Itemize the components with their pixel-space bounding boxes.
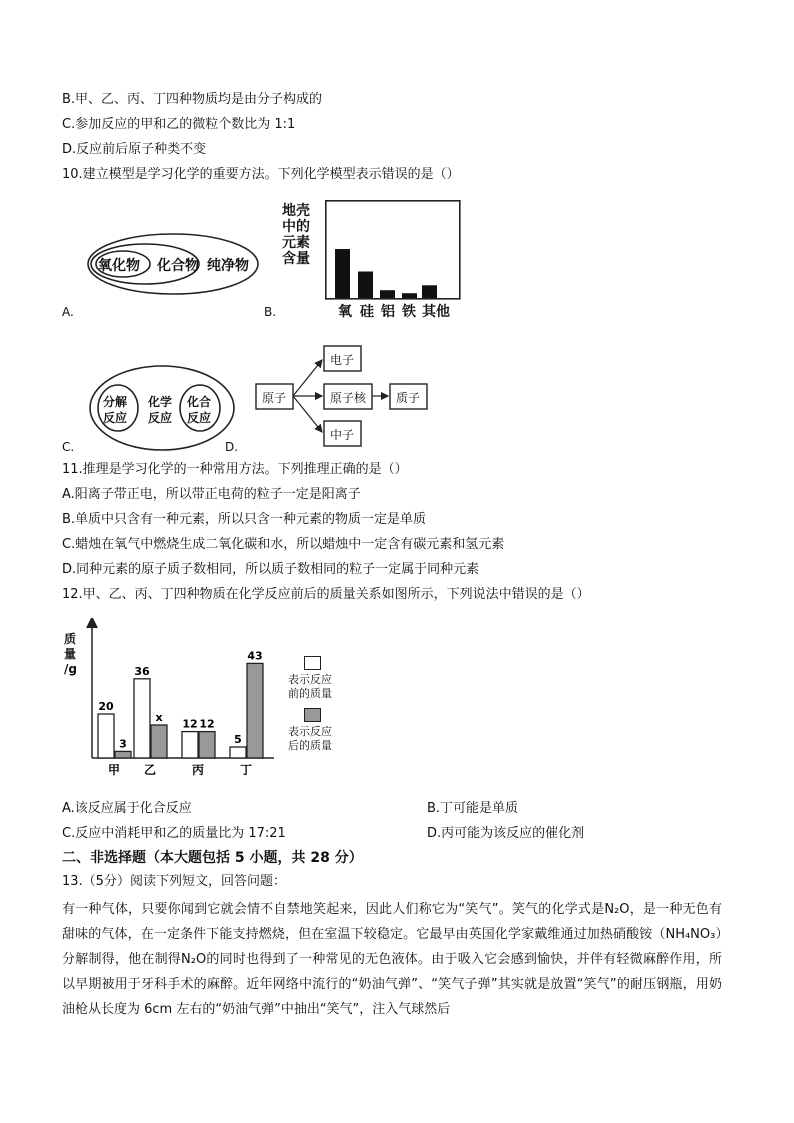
decomposition-label: 分解 反应 — [103, 395, 128, 425]
q11-option-a: A.阳离子带正电，所以带正电荷的粒子一定是阳离子 — [62, 487, 361, 502]
q12-option-a: A.该反应属于化合反应 — [62, 801, 192, 816]
q12-stem: 12.甲、乙、丙、丁四种物质在化学反应前后的质量关系如图所示，下列说法中错误的是（） — [62, 587, 590, 602]
crust-category-label: 其他 — [422, 304, 450, 320]
arrow-atom-electron — [293, 360, 322, 396]
nh4no3-formula: NH₄NO₃ — [665, 927, 716, 942]
bar-after-3 — [247, 663, 263, 758]
bar-after-1 — [151, 725, 167, 758]
q9-option-c: C.参加反应的甲和乙的微粒个数比为 1:1 — [62, 117, 296, 132]
q9-option-b: B.甲、乙、丙、丁四种物质均是由分子构成的 — [62, 92, 323, 107]
bar-before-0 — [98, 714, 114, 758]
q12-option-c: C.反应中消耗甲和乙的质量比为 17:21 — [62, 826, 286, 841]
label-after-1: x — [155, 711, 163, 724]
legend-before-text: 表示反应 前的质量 — [288, 673, 332, 700]
n2o-formula-2: N₂O — [181, 952, 207, 967]
pure-substance-label: 纯净物 — [207, 258, 249, 274]
section-title: 二、非选择题（本大题包括 5 小题，共 28 分） — [62, 850, 363, 866]
electron-label: 电子 — [330, 353, 355, 367]
bar-after-2 — [199, 732, 215, 758]
mass-category-label: 丙 — [191, 763, 205, 777]
q10-a-label: A. — [62, 305, 74, 319]
bar-before-3 — [230, 747, 246, 758]
arrow-atom-neutron — [293, 396, 322, 432]
combination-label: 化合 反应 — [187, 395, 212, 425]
label-before-0: 20 — [98, 700, 114, 713]
crust-chart-ylabel: 地壳 中的 元素 含量 — [282, 203, 310, 267]
bar-after-0 — [115, 751, 131, 758]
q12-option-b: B.丁可能是单质 — [427, 801, 519, 816]
crust-bar-3 — [402, 293, 417, 298]
compound-label: 化合物 — [157, 258, 199, 274]
label-before-2: 12 — [182, 717, 198, 731]
crust-bar-4 — [422, 285, 437, 298]
crust-category-label: 铁 — [402, 304, 416, 320]
label-after-3: 43 — [247, 649, 263, 663]
q9-option-d: D.反应前后原子种类不变 — [62, 142, 207, 157]
q13-passage: 有一种气体，只要你闻到它就会情不自禁地笑起来，因此人们称它为“笑气”。笑气的化学式是N₂O，是一种无色有甜味的气体，在一定条件下能支持燃烧，但在室温下较稳定。它最早由英国化学家戴维通过加热硝酸铵（NH₄NO₃）分解制得，他在制得N₂O的同时也得到了一种常见的无色液体。由于吸入它会感到愉快，并伴有轻微麻醉作用，所以早期被用于牙科手术的麻醉。近年网络中流行的“奶油气弹”、“笑气子弹”其实就是放置“笑气”的耐压钢瓶，用奶油枪从长度为 6cm 左右的“奶油气弹”中抽出“笑气”，注入气球然后 — [62, 902, 722, 1017]
q10-c-label: C. — [62, 440, 75, 454]
label-after-2: 12 — [199, 717, 215, 731]
q10-d-label: D. — [225, 440, 239, 454]
q11-stem: 11.推理是学习化学的一种常用方法。下列推理正确的是（） — [62, 462, 408, 477]
label-after-0: 3 — [119, 737, 127, 751]
crust-bar-0 — [335, 249, 350, 298]
crust-category-label: 硅 — [360, 304, 374, 320]
mass-chart-ylabel: 质 量 /g — [64, 632, 77, 676]
oxide-label: 氧化物 — [98, 258, 140, 274]
neutron-label: 中子 — [330, 428, 355, 442]
legend-before-swatch — [304, 656, 321, 670]
q11-option-d: D.同种元素的原子质子数相同，所以质子数相同的粒子一定属于同种元素 — [62, 562, 480, 577]
bar-before-2 — [182, 732, 198, 758]
mass-category-label: 乙 — [143, 763, 157, 777]
mass-bar-chart — [84, 618, 284, 780]
atom-label: 原子 — [262, 391, 287, 405]
legend-after-swatch — [304, 708, 321, 722]
crust-category-label: 氧 — [338, 304, 352, 320]
q13-stem: 13.（5分）阅读下列短文，回答问题： — [62, 874, 286, 889]
q11-option-b: B.单质中只含有一种元素，所以只含一种元素的物质一定是单质 — [62, 512, 427, 527]
crust-bar-1 — [358, 271, 373, 298]
mass-category-label: 甲 — [107, 763, 121, 777]
n2o-formula: N₂O — [604, 902, 630, 917]
bar-before-1 — [134, 679, 150, 758]
mass-category-label: 丁 — [239, 763, 253, 777]
label-before-1: 36 — [134, 664, 150, 678]
label-before-3: 5 — [234, 733, 242, 746]
crust-element-chart — [325, 200, 465, 302]
q10-stem: 10.建立模型是学习化学的重要方法。下列化学模型表示错误的是（） — [62, 167, 460, 182]
proton-label: 质子 — [396, 391, 421, 405]
crust-bar-2 — [380, 290, 395, 298]
q10-b-label: B. — [264, 305, 277, 319]
chemical-reaction-label: 化学 反应 — [148, 395, 173, 425]
nucleus-label: 原子核 — [330, 391, 367, 405]
legend-after-text: 表示反应 后的质量 — [288, 725, 332, 752]
q12-option-d: D.丙可能为该反应的催化剂 — [427, 826, 585, 841]
q11-option-c: C.蜡烛在氧气中燃烧生成二氧化碳和水，所以蜡烛中一定含有碳元素和氢元素 — [62, 537, 505, 552]
crust-category-label: 铝 — [381, 304, 395, 320]
